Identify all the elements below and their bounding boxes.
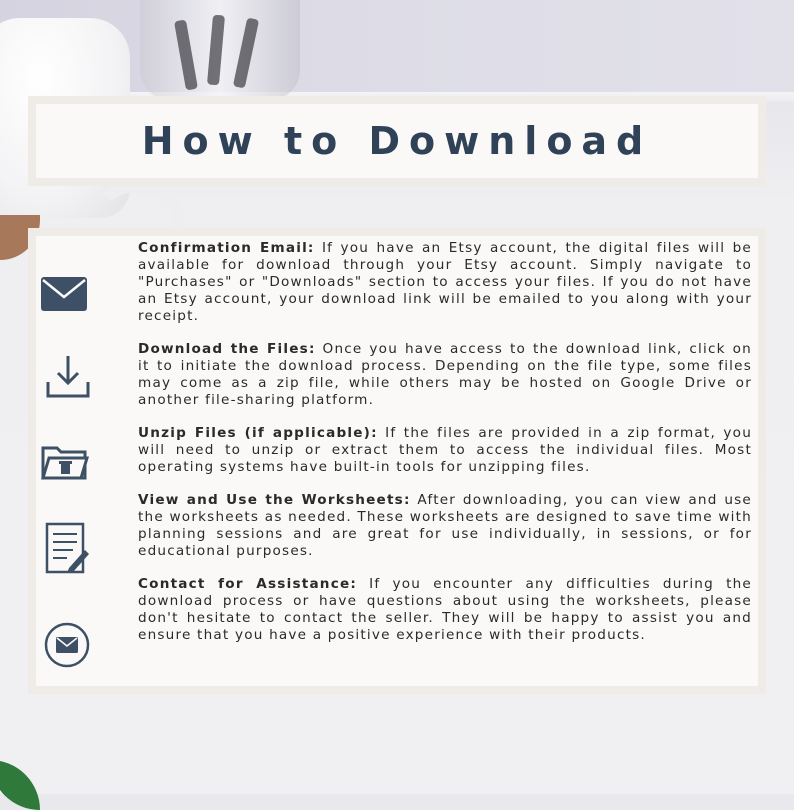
instruction-body: If the files are provided in a zip format, you will need to unzip or extract them to access the individual files. Most operating systems have built-in tools for unzipping files. — [138, 425, 753, 475]
jar-item — [233, 18, 259, 89]
mail-circle-icon — [44, 622, 90, 668]
instruction-download-files — [138, 341, 752, 409]
instruction-heading: Download the Files: — [138, 341, 316, 357]
instruction-contact — [138, 576, 752, 644]
jar-item — [207, 15, 225, 86]
jar-item — [174, 19, 198, 90]
folder-icon — [41, 444, 89, 482]
instruction-list — [138, 240, 752, 660]
instruction-body: If you encounter any difficulties during the download process or have questions about using the worksheets, please don't hesitate to contact the seller. They will be happy to assist you and ensure that you have a positive experience with their products. — [138, 576, 752, 643]
instruction-heading: Contact for Assistance: — [138, 576, 358, 592]
instruction-view-worksheets — [138, 492, 752, 560]
instruction-heading: Unzip Files (if applicable): — [138, 425, 378, 441]
envelope-icon — [41, 277, 87, 311]
title-banner-inner — [36, 104, 758, 178]
instruction-confirmation-email — [138, 240, 752, 325]
page-title: How to Download — [141, 119, 653, 163]
download-icon — [45, 354, 91, 400]
instructions-panel — [28, 228, 766, 694]
instructions-panel-inner — [36, 236, 758, 686]
instruction-heading: Confirmation Email: — [138, 240, 315, 256]
title-banner — [28, 96, 766, 186]
background-jar — [140, 0, 300, 100]
instruction-unzip-files — [138, 425, 752, 476]
instruction-heading: View and Use the Worksheets: — [138, 492, 411, 508]
instruction-body: After downloading, you can view and use the worksheets as needed. These worksheets are designed to save time with planning sessions and are great for use individually, in sessions, or for educational purposes. — [138, 492, 752, 559]
document-edit-icon — [45, 522, 91, 576]
instruction-body: Once you have access to the download link, click on it to initiate the download process. Depending on the file type, some files may come as a zip file, while others may be hosted on Google Drive or another file-sharing platform. — [138, 341, 752, 408]
instruction-body: If you have an Etsy account, the digital files will be available for download through your Etsy account. Simply navigate to "Purchases" or "Downloads" section to access your files. If you do not have an Etsy account, your download link will be emailed to you along with your receipt. — [138, 240, 752, 324]
